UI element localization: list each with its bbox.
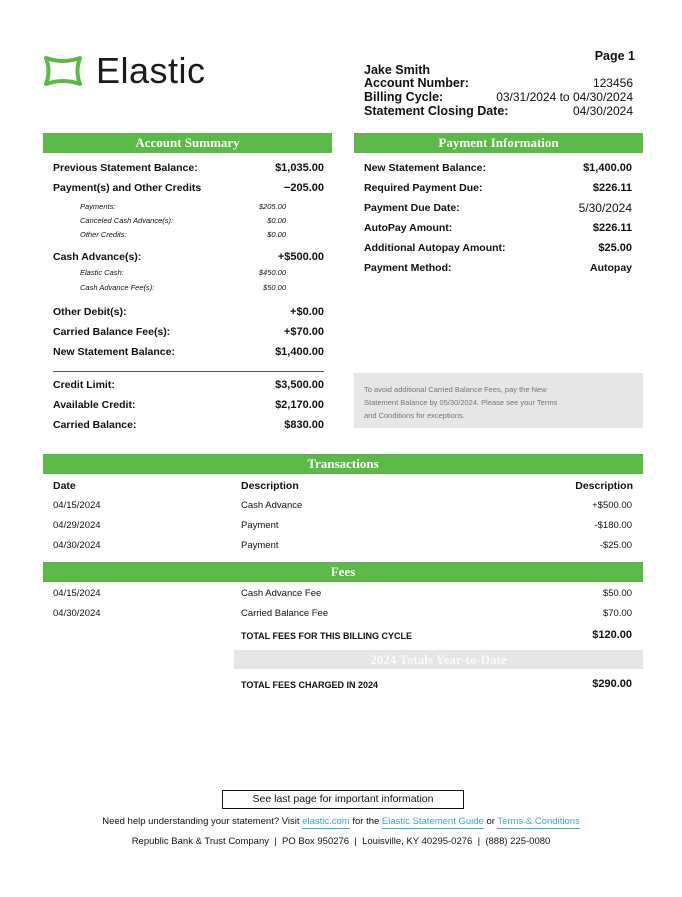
- help-text: Need help understanding your statement? Visit: [102, 816, 303, 827]
- new-balance-label: New Statement Balance:: [53, 346, 175, 358]
- due-date-label: Payment Due Date:: [364, 202, 460, 214]
- carried-fee-note: [354, 373, 643, 428]
- cash-advance-fee-value: $50.00: [263, 283, 286, 292]
- frame-icon: [42, 54, 84, 88]
- credit-limit-label: Credit Limit:: [53, 379, 115, 391]
- tx-col-amount: Description: [575, 480, 633, 492]
- note-line-2: Statement Balance by 05/30/2024. Please see your Terms: [364, 398, 558, 407]
- help-text-or: or: [483, 816, 498, 827]
- cash-advance-label: Cash Advance(s):: [53, 251, 142, 263]
- transactions-header: Transactions: [43, 454, 643, 474]
- payment-method-value: Autopay: [590, 262, 632, 274]
- elastic-cash-label: Elastic Cash:: [80, 268, 124, 277]
- available-credit-value: $2,170.00: [275, 399, 324, 411]
- canceled-cash-label: Canceled Cash Advance(s):: [80, 216, 174, 225]
- elastic-cash-value: $450.00: [258, 268, 286, 277]
- autopay-amount-label: AutoPay Amount:: [364, 222, 453, 234]
- available-credit-label: Available Credit:: [53, 399, 136, 411]
- account-number-value: 123456: [592, 76, 633, 90]
- prev-balance-label: Previous Statement Balance:: [53, 162, 198, 174]
- table-row: 04/30/2024: [53, 540, 101, 551]
- ytd-fees-value: $290.00: [592, 678, 632, 690]
- due-date-value: 5/30/2024: [578, 201, 632, 215]
- table-row: Payment: [241, 520, 279, 531]
- carried-fee-value: +$70.00: [283, 326, 324, 338]
- terms-link[interactable]: Terms & Conditions: [497, 816, 580, 827]
- table-row: Cash Advance Fee: [241, 588, 322, 599]
- cash-advance-fee-label: Cash Advance Fee(s):: [80, 283, 155, 292]
- page-number: Page 1: [594, 49, 635, 63]
- closing-date-value: 04/30/2024: [572, 104, 633, 118]
- elastic-logo: [42, 52, 212, 90]
- help-line: [0, 816, 682, 828]
- table-row: -$180.00: [594, 520, 632, 531]
- carried-fee-label: Carried Balance Fee(s):: [53, 326, 171, 338]
- payments-credits-value: −205.00: [283, 182, 324, 194]
- tx-col-description: Description: [241, 480, 299, 492]
- pi-new-balance-value: $1,400.00: [583, 162, 632, 174]
- cash-advance-value: +$500.00: [277, 251, 324, 263]
- tx-col-date: Date: [53, 480, 76, 492]
- prev-balance-value: $1,035.00: [275, 162, 324, 174]
- table-row: 04/15/2024: [53, 500, 101, 511]
- carried-balance-value: $830.00: [284, 419, 324, 431]
- additional-autopay-value: $25.00: [598, 242, 632, 254]
- billing-cycle-label: Billing Cycle:: [364, 90, 444, 104]
- table-row: Cash Advance: [241, 500, 303, 511]
- important-info-box: See last page for important information: [222, 790, 464, 809]
- payments-sub-value: $205.00: [258, 202, 286, 211]
- note-line-1: To avoid additional Carried Balance Fees, pay the New: [364, 385, 547, 394]
- table-row: +$500.00: [592, 500, 632, 511]
- total-fees-value: $120.00: [592, 629, 632, 641]
- table-row: 04/15/2024: [53, 588, 101, 599]
- new-balance-value: $1,400.00: [275, 346, 324, 358]
- pi-new-balance-label: New Statement Balance:: [364, 162, 486, 174]
- autopay-amount-value: $226.11: [592, 222, 632, 234]
- total-fees-label: TOTAL FEES FOR THIS BILLING CYCLE: [241, 631, 413, 641]
- other-debits-value: +$0.00: [290, 306, 324, 318]
- bank-address: Republic Bank & Trust Company | PO Box 950276 | Louisville, KY 40295-0276 | (888) 225-0080: [131, 836, 551, 847]
- account-number-label: Account Number:: [364, 76, 469, 90]
- other-credits-value: $0.00: [267, 230, 286, 239]
- account-summary-header: Account Summary: [43, 133, 332, 153]
- note-line-3: and Conditions for exceptions.: [364, 411, 465, 420]
- required-payment-value: $226.11: [592, 182, 632, 194]
- help-text-mid: for the: [349, 816, 382, 827]
- additional-autopay-label: Additional Autopay Amount:: [364, 242, 506, 254]
- canceled-cash-value: $0.00: [267, 216, 286, 225]
- credit-limit-value: $3,500.00: [275, 379, 324, 391]
- closing-date-label: Statement Closing Date:: [364, 104, 509, 118]
- payments-credits-label: Payment(s) and Other Credits: [53, 182, 202, 194]
- brand-name: Elastic: [96, 50, 206, 91]
- ytd-fees-label: TOTAL FEES CHARGED IN 2024: [241, 680, 379, 690]
- table-row: 04/29/2024: [53, 520, 101, 531]
- required-payment-label: Required Payment Due:: [364, 182, 483, 194]
- statement-guide-link[interactable]: Elastic Statement Guide: [381, 816, 484, 827]
- other-debits-label: Other Debit(s):: [53, 306, 127, 318]
- summary-divider: [53, 371, 324, 372]
- payments-sub-label: Payments:: [80, 202, 116, 211]
- table-row: $70.00: [602, 608, 632, 619]
- fees-header: Fees: [43, 562, 643, 582]
- payment-method-label: Payment Method:: [364, 262, 452, 274]
- customer-name: Jake Smith: [364, 63, 431, 77]
- table-row: Carried Balance Fee: [241, 608, 329, 619]
- table-row: $50.00: [602, 588, 632, 599]
- table-row: Payment: [241, 540, 279, 551]
- ytd-header: 2024 Totals Year-to-Date: [234, 650, 643, 669]
- billing-cycle-value: 03/31/2024 to 04/30/2024: [496, 90, 633, 104]
- elastic-link[interactable]: elastic.com: [302, 816, 350, 827]
- payment-info-header: Payment Information: [354, 133, 643, 153]
- other-credits-label: Other Credits:: [80, 230, 127, 239]
- table-row: 04/30/2024: [53, 608, 101, 619]
- table-row: -$25.00: [599, 540, 632, 551]
- carried-balance-label: Carried Balance:: [53, 419, 137, 431]
